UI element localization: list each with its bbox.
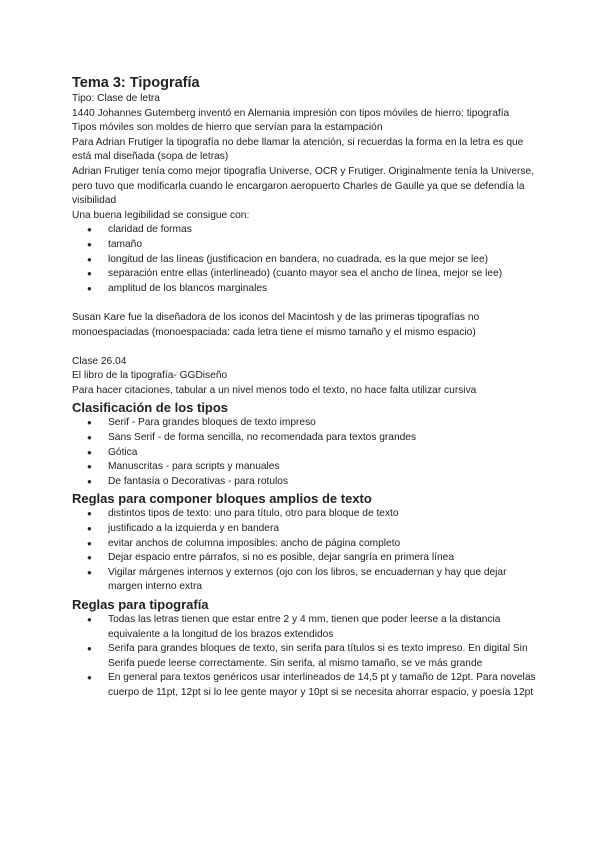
list-item: ● evitar anchos de columna imposibles: ancho de página completo <box>108 537 540 552</box>
intro-line-legibility: Una buena legibilidad se consigue con: <box>72 209 250 221</box>
text-blocks-heading: Reglas para componer bloques amplios de texto <box>72 491 372 507</box>
document-title: Tema 3: Tipografía <box>72 75 200 91</box>
bullet-icon: ● <box>87 254 92 264</box>
list-item: ● De fantasía o Decorativas - para rotulos <box>108 475 540 490</box>
spacer <box>72 296 540 311</box>
typography-rules-list <box>72 613 540 701</box>
bullet-icon: ● <box>87 283 92 293</box>
bullet-icon: ● <box>87 269 92 279</box>
bullet-icon: ● <box>87 553 92 563</box>
bullet-icon: ● <box>87 644 92 654</box>
list-item: ● Vigilar márgenes internos y externos (ojo con los libros, se encuadernan y hay que dejar margen interno extra <box>87 566 507 593</box>
bullet-icon: ● <box>87 462 92 472</box>
list-item: ● Gótica <box>108 446 540 461</box>
bullet-icon: ● <box>87 509 92 519</box>
list-item: ● Manuscritas - para scripts y manuales <box>108 460 540 475</box>
bullet-icon: ● <box>87 524 92 534</box>
bullet-icon: ● <box>87 447 92 457</box>
list-item: ● Serif - Para grandes bloques de texto impreso <box>108 416 540 431</box>
citation-note: Para hacer citaciones, tabular a un nivel menos todo el texto, no hace falta utilizar cursiva <box>72 384 477 396</box>
list-item: ● justificado a la izquierda y en bandera <box>108 522 540 537</box>
list-item: ● En general para textos genéricos usar interlineados de 14,5 pt y tamaño de 12pt. Para novelas cuerpo de 11pt, 12pt si lo lee gente mayor y 10pt si se necesita ahorrar espacio, y poesía 12pt <box>87 672 536 698</box>
bullet-icon: ● <box>87 567 92 577</box>
intro-line-frutiger-attention: Para Adrian Frutiger la tipografía no debe llamar la atención, si recuerdas la forma en la letra es que está mal diseñada (sopa de letras) <box>72 136 524 163</box>
classification-heading: Clasificación de los tipos <box>72 400 229 416</box>
kare-note: Susan Kare fue la diseñadora de los iconos del Macintosh y de las primeras tipografías no monoespaciadas (monoespaciada: cada letra tiene el mismo tamaño y el mismo espacio) <box>72 311 480 338</box>
intro-line-gutenberg: 1440 Johannes Gutemberg inventó en Alemania impresión con tipos móviles de hierro: tipografía <box>72 107 510 119</box>
spacer <box>72 340 540 355</box>
classification-list <box>72 416 540 489</box>
bullet-icon: ● <box>87 615 92 624</box>
list-item: ● distintos tipos de texto: uno para título, otro para bloque de texto <box>108 507 540 522</box>
class-date: Clase 26.04 <box>72 355 127 367</box>
list-item: ● Serifa para grandes bloques de texto, sin serifa para títulos si es texto impreso. En digital Sin Serifa puede leerse correctamente. Sin serifa, al mismo tamaño, se ve más grande <box>87 643 528 669</box>
bullet-icon: ● <box>87 476 92 486</box>
bullet-icon: ● <box>87 418 92 428</box>
bullet-icon: ● <box>87 239 92 249</box>
list-item: ● longitud de las líneas (justificacion en bandera, no cuadrada, es la que mejor se lee) <box>108 253 540 268</box>
list-item: ● Todas las letras tienen que estar entre 2 y 4 mm, tienen que poder leerse a la distancia equivalente a la longitud de los brazos extendidos <box>87 614 501 640</box>
list-item: ● Sans Serif - de forma sencilla, no recomendada para textos grandes <box>108 431 540 446</box>
legibility-list <box>72 223 540 296</box>
bullet-icon: ● <box>87 225 92 235</box>
intro-line-movable-type: Tipos móviles son moldes de hierro que servían para la estampación <box>72 122 383 134</box>
intro-line-frutiger-universe: Adrian Frutiger tenía como mejor tipografía Universe, OCR y Frutiger. Originalmente tenía la Universe, pero tuvo que modificarla cuando le encargaron aeropuerto Charles de Gaulle ya que se defendía la visibilidad <box>72 165 535 207</box>
text-blocks-list <box>72 507 540 595</box>
list-item: ● separación entre ellas (interlineado) (cuanto mayor sea el ancho de línea, mejor se lee) <box>108 267 540 282</box>
list-item: ● Dejar espacio entre párrafos, si no es posible, dejar sangría en primera línea <box>108 551 540 566</box>
book-reference: El libro de la tipografía- GGDiseño <box>72 370 228 382</box>
intro-line-type: Tipo: Clase de letra <box>72 93 160 104</box>
bullet-icon: ● <box>87 433 92 443</box>
bullet-icon: ● <box>87 538 92 548</box>
list-item: ● tamaño <box>108 238 540 253</box>
typography-rules-heading: Reglas para tipografía <box>72 597 209 612</box>
list-item: ● claridad de formas <box>108 223 540 238</box>
bullet-icon: ● <box>87 673 92 683</box>
list-item: ● amplitud de los blancos marginales <box>108 282 540 297</box>
